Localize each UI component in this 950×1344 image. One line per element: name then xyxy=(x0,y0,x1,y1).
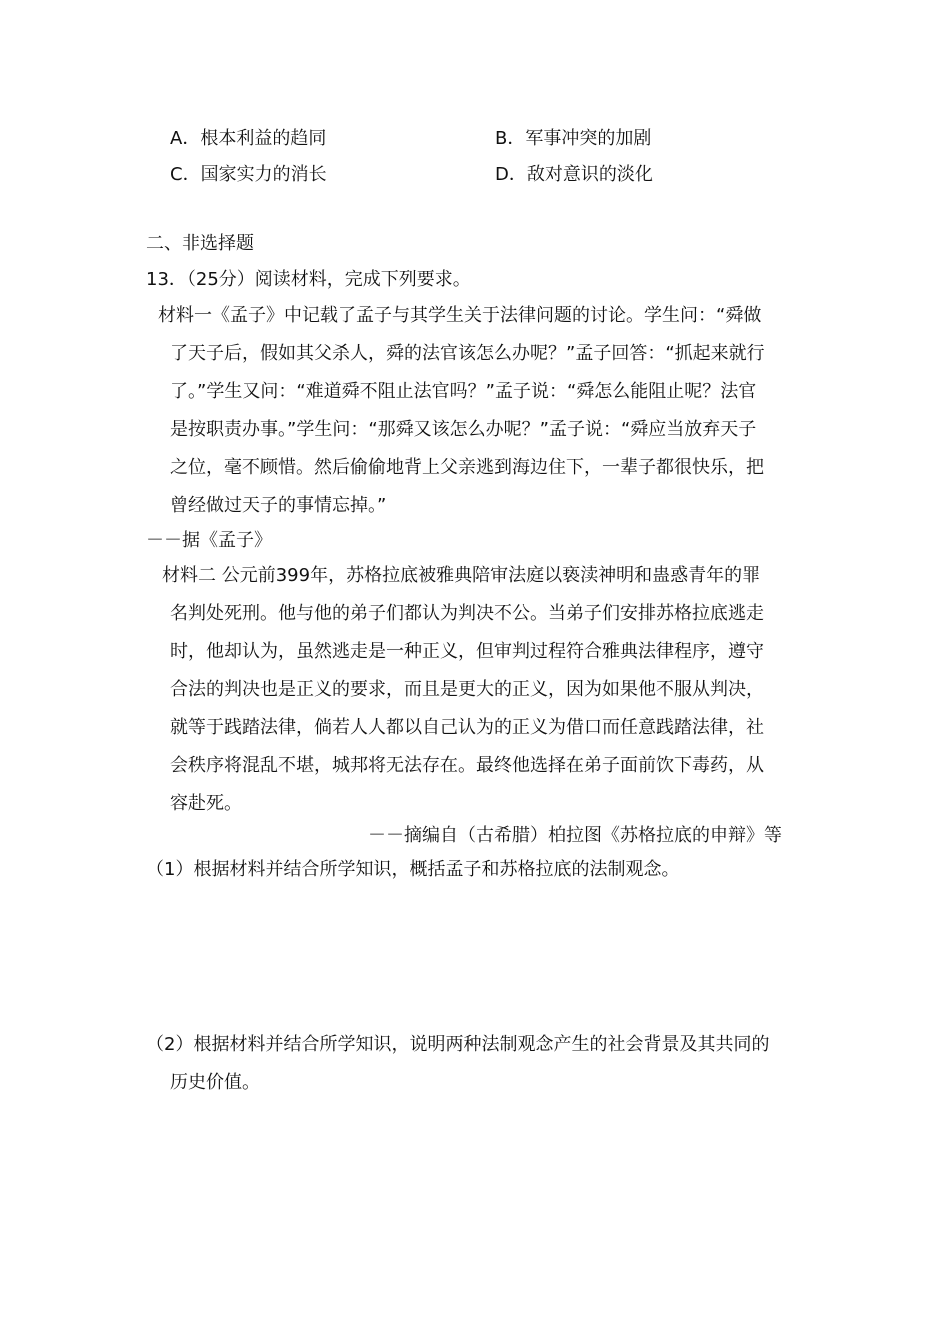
material-one-source: －－据《孟子》 xyxy=(146,530,272,551)
material-one-line: 之位，毫不顾惜。然后偷偷地背上父亲逃到海边住下，一辈子都很快乐，把 xyxy=(170,457,764,478)
material-two-line: 就等于践踏法律，倘若人人都以自己认为的正义为借口而任意践踏法律，社 xyxy=(170,717,764,738)
material-two-line: 时，他却认为，虽然逃走是一种正义，但审判过程符合雅典法律程序，遵守 xyxy=(170,641,764,662)
material-two-line: 容赴死。 xyxy=(170,793,242,814)
option-b: B．军事冲突的加剧 xyxy=(495,128,652,149)
sub-question-1: （1）根据材料并结合所学知识，概括孟子和苏格拉底的法制观念。 xyxy=(146,859,680,880)
material-two-line: 名判处死刑。他与他的弟子们都认为判决不公。当弟子们安排苏格拉底逃走 xyxy=(170,603,764,624)
sub-question-2-line: （2）根据材料并结合所学知识，说明两种法制观念产生的社会背景及其共同的 xyxy=(146,1034,770,1055)
option-c: C．国家实力的消长 xyxy=(170,164,327,185)
material-two-line: 合法的判决也是正义的要求，而且是更大的正义，因为如果他不服从判决， xyxy=(170,679,764,700)
option-d: D．敌对意识的淡化 xyxy=(495,164,653,185)
material-one-line: 材料一《孟子》中记载了孟子与其学生关于法律问题的讨论。学生问：“舜做 xyxy=(158,305,762,326)
material-two-source: －－摘编自（古希腊）柏拉图《苏格拉底的申辩》等 xyxy=(368,825,782,846)
sub-question-2-line: 历史价值。 xyxy=(170,1072,260,1093)
material-one-line: 是按职责办事。”学生问：“那舜又该怎么办呢？”孟子说：“舜应当放弃天子 xyxy=(170,419,757,440)
section-title: 二、非选择题 xyxy=(146,233,254,254)
option-a: A．根本利益的趋同 xyxy=(170,128,327,149)
question-header: 13．（25分）阅读材料，完成下列要求。 xyxy=(146,269,471,290)
material-two-line: 会秩序将混乱不堪，城邦将无法存在。最终他选择在弟子面前饮下毒药，从 xyxy=(170,755,764,776)
material-one-line: 了天子后，假如其父杀人，舜的法官该怎么办呢？”孟子回答：“抓起来就行 xyxy=(170,343,765,364)
material-two-line: 材料二 公元前399年，苏格拉底被雅典陪审法庭以亵渎神明和蛊惑青年的罪 xyxy=(162,565,761,586)
material-one-line: 了。”学生又问：“难道舜不阻止法官吗？”孟子说：“舜怎么能阻止呢？法官 xyxy=(170,381,757,402)
material-one-line: 曾经做过天子的事情忘掉。” xyxy=(170,495,387,516)
